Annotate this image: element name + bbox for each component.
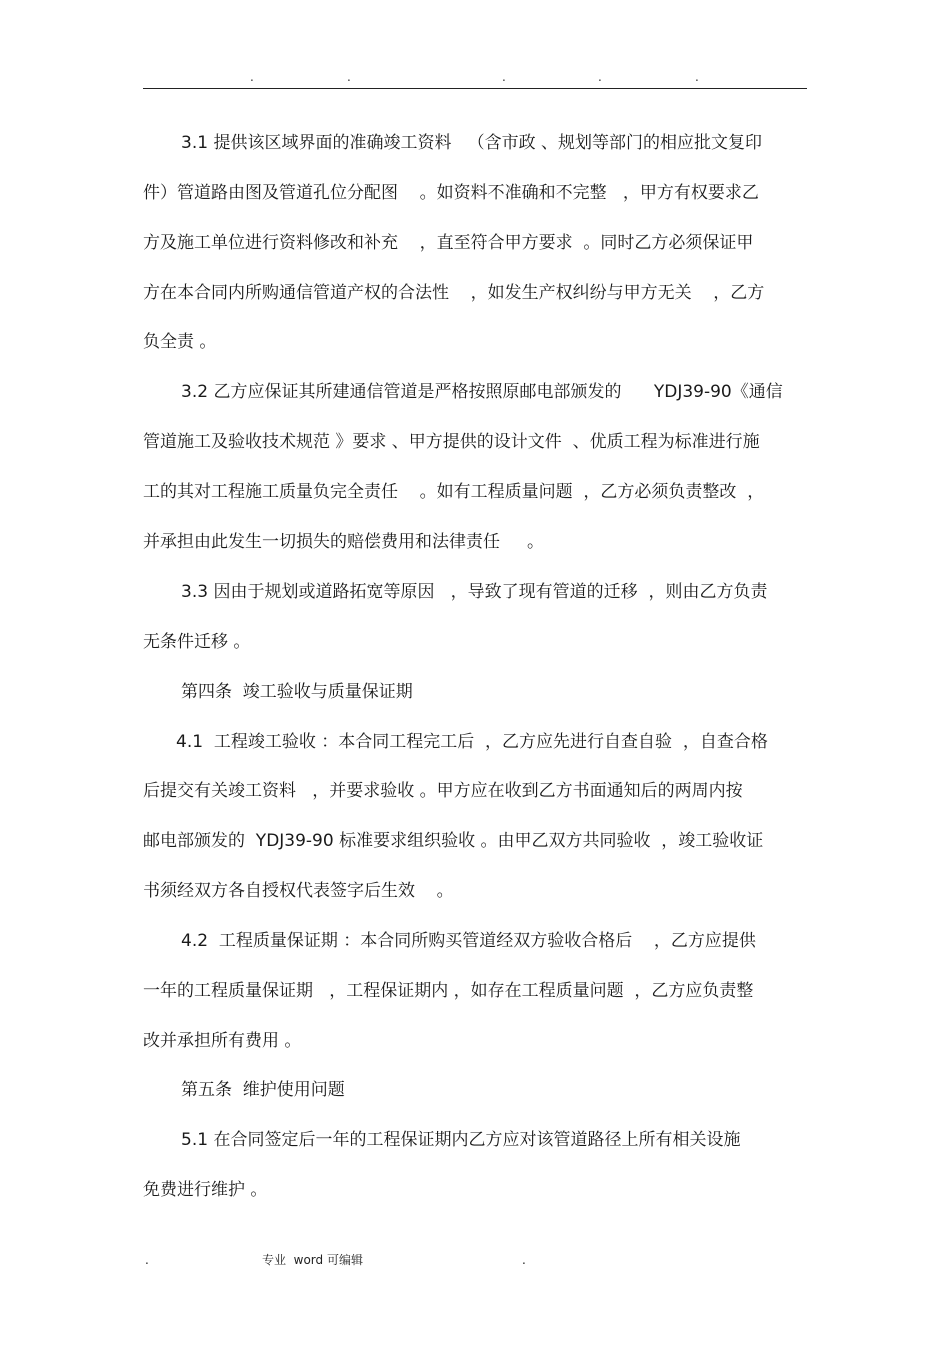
body-line: 后提交有关竣工资料 ，并要求验收 。甲方应在收到乙方书面通知后的两周内按 — [143, 781, 743, 801]
header-dot: . — [598, 70, 602, 84]
body-line: 件）管道路由图及管道孔位分配图 。如资料不准确和不完整 ，甲方有权要求乙 — [143, 183, 759, 203]
body-line: 邮电部颁发的 YDJ39-90 标准要求组织验收 。由甲乙双方共同验收 ，竣工验收证 — [143, 831, 764, 851]
section-heading: 第四条 竣工验收与质量保证期 — [181, 682, 413, 702]
body-line: 方在本合同内所购通信管道产权的合法性 ，如发生产权纠纷与甲方无关 ，乙方 — [143, 283, 765, 303]
body-line: 工的其对工程施工质量负完全责任 。如有工程质量问题 ，乙方必须负责整改 ， — [143, 482, 765, 502]
body-line: 3.3 因由于规划或道路拓宽等原因 ，导致了现有管道的迁移 ，则由乙方负责 — [181, 582, 768, 602]
body-line: 3.1 提供该区域界面的准确竣工资料 （含市政 、规划等部门的相应批文复印 — [181, 133, 763, 153]
body-line: 负全责 。 — [143, 332, 217, 352]
header-dot: . — [502, 70, 506, 84]
body-line: 一年的工程质量保证期 ，工程保证期内 ，如存在工程质量问题 ，乙方应负责整 — [143, 981, 754, 1001]
body-line: 管道施工及验收技术规范 》要求 、甲方提供的设计文件 、优质工程为标准进行施 — [143, 432, 760, 452]
body-line: 改并承担所有费用 。 — [143, 1031, 302, 1051]
header-dot: . — [250, 70, 254, 84]
body-line: 并承担由此发生一切损失的赔偿费用和法律责任 。 — [143, 532, 545, 552]
body-line: 书须经双方各自授权代表签字后生效 。 — [143, 881, 454, 901]
footer-dot: . — [145, 1253, 149, 1267]
body-line: 免费进行维护 。 — [143, 1180, 268, 1200]
body-line: 无条件迁移 。 — [143, 632, 251, 652]
section-heading: 第五条 维护使用问题 — [181, 1080, 345, 1100]
page-footer — [0, 1250, 950, 1270]
header-dot: . — [695, 70, 699, 84]
body-line: 3.2 乙方应保证其所建通信管道是严格按照原邮电部颁发的 YDJ39-90《通信 — [181, 382, 783, 402]
header-dot: . — [347, 70, 351, 84]
header-rule — [143, 88, 807, 89]
body-line: 4.1 工程竣工验收 ：本合同工程完工后 ，乙方应先进行自查自验 ，自查合格 — [176, 732, 768, 752]
footer-dot: . — [522, 1253, 526, 1267]
body-line: 4.2 工程质量保证期 ：本合同所购买管道经双方验收合格后 ，乙方应提供 — [181, 931, 756, 951]
body-line: 5.1 在合同签定后一年的工程保证期内乙方应对该管道路径上所有相关设施 — [181, 1130, 741, 1150]
footer-text: 专业 word 可编辑 — [262, 1253, 363, 1267]
header-dots — [0, 70, 950, 84]
body-line: 方及施工单位进行资料修改和补充 ，直至符合甲方要求 。同时乙方必须保证甲 — [143, 233, 754, 253]
